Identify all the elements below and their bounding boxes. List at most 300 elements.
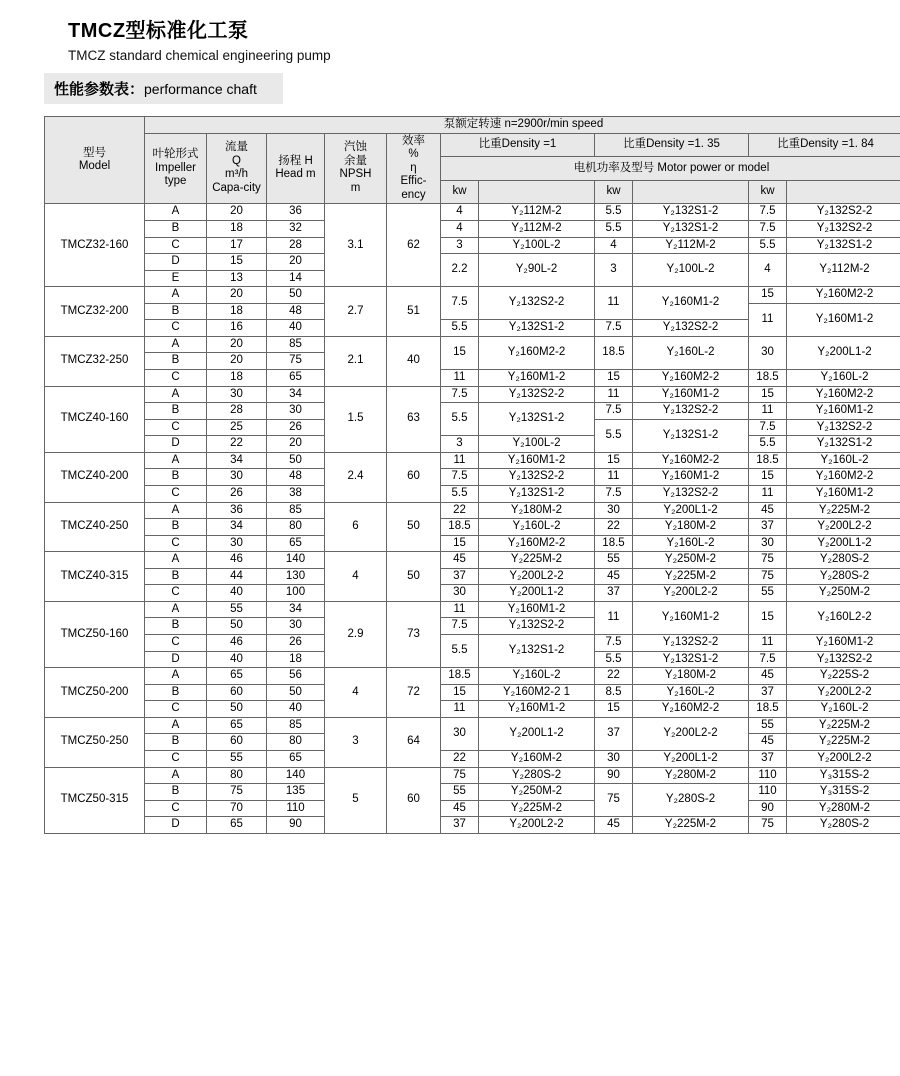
cell-npsh: 3.1 xyxy=(325,204,387,287)
cell-motor-model-d1: Y₂225M-2 xyxy=(479,800,595,817)
cell-motor-model-d184: Y₂160M1-2 xyxy=(787,403,900,420)
cell-flow: 16 xyxy=(207,320,267,337)
cell-motor-model-d184: Y₂200L1-2 xyxy=(787,535,900,552)
cell-impeller-type: C xyxy=(145,800,207,817)
cell-motor-model-d135: Y₂200L1-2 xyxy=(633,502,749,519)
cell-head: 140 xyxy=(267,767,325,784)
cell-motor-model-d135: Y₂112M-2 xyxy=(633,237,749,254)
cell-motor-kw-d184: 5.5 xyxy=(749,436,787,453)
cell-motor-kw-d135: 3 xyxy=(595,254,633,287)
cell-motor-kw-d1: 7.5 xyxy=(441,469,479,486)
cell-motor-kw-d1: 11 xyxy=(441,701,479,718)
cell-impeller-type: A xyxy=(145,502,207,519)
cell-motor-model-d1: Y₂132S2-2 xyxy=(479,386,595,403)
cell-impeller-type: B xyxy=(145,403,207,420)
cell-flow: 20 xyxy=(207,336,267,353)
cell-flow: 30 xyxy=(207,469,267,486)
cell-motor-model-d1: Y₂250M-2 xyxy=(479,784,595,801)
header-eff-pct: % xyxy=(408,148,419,161)
cell-pump-model: TMCZ50-200 xyxy=(45,668,145,718)
cell-motor-kw-d135: 7.5 xyxy=(595,403,633,420)
cell-flow: 50 xyxy=(207,701,267,718)
cell-motor-kw-d1: 11 xyxy=(441,601,479,618)
cell-efficiency: 73 xyxy=(387,601,441,667)
cell-impeller-type: C xyxy=(145,701,207,718)
cell-motor-model-d1: Y₂112M-2 xyxy=(479,220,595,237)
cell-flow: 55 xyxy=(207,601,267,618)
cell-motor-kw-d135: 4 xyxy=(595,237,633,254)
cell-impeller-type: B xyxy=(145,618,207,635)
table-row xyxy=(45,436,900,453)
header-model-1 xyxy=(479,180,595,204)
cell-motor-kw-d184: 110 xyxy=(749,767,787,784)
cell-motor-model-d184: Y₂280S-2 xyxy=(787,568,900,585)
cell-head: 34 xyxy=(267,386,325,403)
table-row xyxy=(45,254,900,271)
table-row xyxy=(45,552,900,569)
table-row xyxy=(45,403,900,420)
cell-motor-kw-d1: 5.5 xyxy=(441,320,479,337)
cell-head: 65 xyxy=(267,535,325,552)
cell-motor-kw-d184: 75 xyxy=(749,817,787,834)
header-row-speed xyxy=(45,117,900,134)
cell-motor-model-d1: Y₂132S2-2 xyxy=(479,287,595,320)
cell-motor-kw-d135: 7.5 xyxy=(595,635,633,652)
cell-head: 26 xyxy=(267,635,325,652)
table-row xyxy=(45,784,900,801)
cell-head: 135 xyxy=(267,784,325,801)
cell-head: 40 xyxy=(267,701,325,718)
cell-motor-model-d184: Y₂160M1-2 xyxy=(787,303,900,336)
cell-motor-model-d135: Y₂225M-2 xyxy=(633,568,749,585)
cell-motor-model-d135: Y₂132S2-2 xyxy=(633,485,749,502)
cell-motor-kw-d135: 30 xyxy=(595,502,633,519)
cell-flow: 22 xyxy=(207,436,267,453)
cell-impeller-type: B xyxy=(145,568,207,585)
header-model-2 xyxy=(633,180,749,204)
cell-head: 34 xyxy=(267,601,325,618)
header-efficiency xyxy=(387,133,441,204)
cell-motor-kw-d184: 30 xyxy=(749,336,787,369)
cell-motor-kw-d1: 15 xyxy=(441,535,479,552)
cell-motor-kw-d135: 11 xyxy=(595,601,633,634)
cell-flow: 15 xyxy=(207,254,267,271)
cell-motor-model-d135: Y₂132S1-2 xyxy=(633,220,749,237)
cell-motor-kw-d135: 5.5 xyxy=(595,204,633,221)
cell-head: 30 xyxy=(267,618,325,635)
table-row xyxy=(45,502,900,519)
cell-efficiency: 60 xyxy=(387,767,441,833)
cell-motor-model-d184: Y₃315S-2 xyxy=(787,784,900,801)
cell-flow: 40 xyxy=(207,585,267,602)
cell-motor-model-d184: Y₂160L-2 xyxy=(787,701,900,718)
table-row xyxy=(45,684,900,701)
cell-motor-model-d184: Y₂132S2-2 xyxy=(787,204,900,221)
cell-impeller-type: B xyxy=(145,519,207,536)
cell-motor-model-d1: Y₂225M-2 xyxy=(479,552,595,569)
cell-impeller-type: C xyxy=(145,320,207,337)
cell-flow: 30 xyxy=(207,535,267,552)
table-row xyxy=(45,237,900,254)
header-impeller-en1: Impeller xyxy=(155,161,196,174)
cell-motor-kw-d1: 15 xyxy=(441,684,479,701)
cell-head: 65 xyxy=(267,750,325,767)
cell-flow: 50 xyxy=(207,618,267,635)
cell-flow: 75 xyxy=(207,784,267,801)
cell-motor-kw-d135: 15 xyxy=(595,701,633,718)
cell-motor-kw-d135: 55 xyxy=(595,552,633,569)
cell-motor-model-d135: Y₂132S1-2 xyxy=(633,419,749,452)
cell-motor-model-d135: Y₂280M-2 xyxy=(633,767,749,784)
cell-flow: 70 xyxy=(207,800,267,817)
cell-motor-model-d1: Y₂160M1-2 xyxy=(479,370,595,387)
cell-flow: 28 xyxy=(207,403,267,420)
cell-motor-kw-d184: 18.5 xyxy=(749,370,787,387)
cell-pump-model: TMCZ50-160 xyxy=(45,601,145,667)
cell-impeller-type: C xyxy=(145,535,207,552)
cell-impeller-type: C xyxy=(145,419,207,436)
cell-motor-model-d1: Y₂132S1-2 xyxy=(479,485,595,502)
cell-head: 80 xyxy=(267,734,325,751)
cell-motor-kw-d135: 5.5 xyxy=(595,651,633,668)
cell-motor-kw-d184: 11 xyxy=(749,635,787,652)
cell-flow: 17 xyxy=(207,237,267,254)
table-row xyxy=(45,585,900,602)
cell-motor-kw-d135: 11 xyxy=(595,287,633,320)
cell-motor-kw-d184: 18.5 xyxy=(749,701,787,718)
cell-pump-model: TMCZ32-250 xyxy=(45,336,145,386)
cell-impeller-type: D xyxy=(145,254,207,271)
header-impeller-en2: type xyxy=(164,175,187,188)
cell-motor-model-d184: Y₂160M1-2 xyxy=(787,485,900,502)
table-row xyxy=(45,701,900,718)
cell-impeller-type: C xyxy=(145,635,207,652)
page-title-en: TMCZ standard chemical engineering pump xyxy=(68,48,331,63)
cell-impeller-type: D xyxy=(145,817,207,834)
header-density-135: 比重Density =1. 35 xyxy=(595,133,749,157)
table-body xyxy=(45,204,900,833)
header-flow-cn: 流量 xyxy=(225,141,248,154)
cell-motor-kw-d184: 110 xyxy=(749,784,787,801)
header-speed: 泵额定转速 n=2900r/min speed xyxy=(145,117,900,134)
cell-flow: 60 xyxy=(207,684,267,701)
cell-pump-model: TMCZ50-250 xyxy=(45,717,145,767)
table-row xyxy=(45,635,900,652)
cell-impeller-type: D xyxy=(145,436,207,453)
cell-impeller-type: E xyxy=(145,270,207,287)
table-row xyxy=(45,519,900,536)
cell-head: 36 xyxy=(267,204,325,221)
cell-npsh: 4 xyxy=(325,668,387,718)
cell-impeller-type: C xyxy=(145,750,207,767)
header-impeller xyxy=(145,133,207,204)
cell-efficiency: 60 xyxy=(387,452,441,502)
cell-motor-model-d1: Y₂160L-2 xyxy=(479,668,595,685)
cell-motor-model-d184: Y₂132S2-2 xyxy=(787,419,900,436)
cell-motor-model-d135: Y₂160M1-2 xyxy=(633,601,749,634)
cell-impeller-type: A xyxy=(145,452,207,469)
cell-motor-kw-d1: 11 xyxy=(441,452,479,469)
cell-motor-model-d135: Y₂160M2-2 xyxy=(633,452,749,469)
cell-motor-kw-d135: 45 xyxy=(595,568,633,585)
cell-motor-model-d184: Y₂280S-2 xyxy=(787,552,900,569)
cell-motor-kw-d184: 7.5 xyxy=(749,651,787,668)
cell-motor-model-d184: Y₂160M2-2 xyxy=(787,287,900,304)
cell-motor-model-d184: Y₂225M-2 xyxy=(787,717,900,734)
cell-flow: 65 xyxy=(207,717,267,734)
table-row xyxy=(45,370,900,387)
cell-efficiency: 50 xyxy=(387,502,441,552)
cell-motor-model-d135: Y₂132S2-2 xyxy=(633,403,749,420)
cell-motor-kw-d1: 3 xyxy=(441,237,479,254)
cell-head: 32 xyxy=(267,220,325,237)
cell-motor-model-d1: Y₂200L1-2 xyxy=(479,585,595,602)
cell-motor-kw-d1: 30 xyxy=(441,585,479,602)
cell-impeller-type: A xyxy=(145,552,207,569)
cell-motor-kw-d1: 3 xyxy=(441,436,479,453)
table-row xyxy=(45,485,900,502)
cell-impeller-type: C xyxy=(145,585,207,602)
cell-head: 38 xyxy=(267,485,325,502)
cell-impeller-type: A xyxy=(145,336,207,353)
cell-motor-kw-d135: 90 xyxy=(595,767,633,784)
cell-head: 50 xyxy=(267,452,325,469)
cell-motor-model-d1: Y₂132S2-2 xyxy=(479,618,595,635)
cell-head: 130 xyxy=(267,568,325,585)
cell-motor-model-d135: Y₂225M-2 xyxy=(633,817,749,834)
cell-motor-model-d135: Y₂132S2-2 xyxy=(633,320,749,337)
cell-flow: 44 xyxy=(207,568,267,585)
header-row-params xyxy=(45,133,900,157)
cell-motor-model-d135: Y₂250M-2 xyxy=(633,552,749,569)
cell-motor-kw-d1: 15 xyxy=(441,336,479,369)
cell-head: 28 xyxy=(267,237,325,254)
cell-flow: 20 xyxy=(207,287,267,304)
cell-impeller-type: C xyxy=(145,370,207,387)
cell-motor-model-d1: Y₂132S1-2 xyxy=(479,403,595,436)
cell-motor-kw-d184: 15 xyxy=(749,287,787,304)
cell-motor-kw-d1: 11 xyxy=(441,370,479,387)
cell-head: 75 xyxy=(267,353,325,370)
header-npsh xyxy=(325,133,387,204)
header-motor-power: 电机功率及型号 Motor power or model xyxy=(441,157,900,181)
cell-motor-kw-d135: 5.5 xyxy=(595,220,633,237)
cell-motor-kw-d1: 7.5 xyxy=(441,287,479,320)
header-density-1: 比重Density =1 xyxy=(441,133,595,157)
cell-motor-model-d135: Y₂180M-2 xyxy=(633,519,749,536)
cell-motor-model-d135: Y₂160L-2 xyxy=(633,535,749,552)
cell-motor-model-d1: Y₂100L-2 xyxy=(479,237,595,254)
cell-motor-kw-d184: 45 xyxy=(749,668,787,685)
header-flow-en: Capa-city xyxy=(212,182,261,195)
cell-motor-model-d1: Y₂160M1-2 xyxy=(479,701,595,718)
cell-head: 65 xyxy=(267,370,325,387)
cell-motor-kw-d184: 75 xyxy=(749,568,787,585)
cell-motor-kw-d135: 22 xyxy=(595,668,633,685)
header-kw-2: kw xyxy=(595,180,633,204)
header-flow-unit: m³/h xyxy=(225,168,248,181)
cell-motor-model-d184: Y₂200L1-2 xyxy=(787,336,900,369)
cell-motor-model-d184: Y₂200L2-2 xyxy=(787,750,900,767)
cell-flow: 65 xyxy=(207,668,267,685)
cell-npsh: 2.7 xyxy=(325,287,387,337)
cell-impeller-type: C xyxy=(145,485,207,502)
cell-motor-kw-d184: 75 xyxy=(749,552,787,569)
cell-motor-kw-d135: 22 xyxy=(595,519,633,536)
cell-impeller-type: B xyxy=(145,303,207,320)
cell-motor-kw-d135: 18.5 xyxy=(595,535,633,552)
cell-impeller-type: B xyxy=(145,220,207,237)
cell-pump-model: TMCZ32-200 xyxy=(45,287,145,337)
cell-npsh: 6 xyxy=(325,502,387,552)
cell-efficiency: 51 xyxy=(387,287,441,337)
cell-motor-model-d135: Y₂160M1-2 xyxy=(633,287,749,320)
header-kw-1: kw xyxy=(441,180,479,204)
cell-motor-model-d184: Y₂160M2-2 xyxy=(787,469,900,486)
cell-head: 85 xyxy=(267,502,325,519)
table-row xyxy=(45,386,900,403)
cell-motor-model-d184: Y₂132S2-2 xyxy=(787,651,900,668)
cell-motor-model-d1: Y₂132S1-2 xyxy=(479,635,595,668)
cell-npsh: 1.5 xyxy=(325,386,387,452)
table-row xyxy=(45,452,900,469)
cell-head: 100 xyxy=(267,585,325,602)
cell-motor-kw-d1: 18.5 xyxy=(441,668,479,685)
header-head-en: Head m xyxy=(275,168,316,181)
table-row xyxy=(45,568,900,585)
cell-motor-model-d1: Y₂160M-2 xyxy=(479,750,595,767)
cell-motor-model-d135: Y₂100L-2 xyxy=(633,254,749,287)
cell-motor-model-d135: Y₂200L2-2 xyxy=(633,717,749,750)
cell-motor-kw-d184: 45 xyxy=(749,734,787,751)
cell-head: 90 xyxy=(267,817,325,834)
table-row xyxy=(45,204,900,221)
cell-motor-kw-d1: 37 xyxy=(441,817,479,834)
cell-motor-model-d135: Y₂132S1-2 xyxy=(633,204,749,221)
cell-flow: 60 xyxy=(207,734,267,751)
cell-motor-model-d1: Y₂160M2-2 xyxy=(479,336,595,369)
cell-head: 48 xyxy=(267,303,325,320)
cell-motor-model-d1: Y₂180M-2 xyxy=(479,502,595,519)
cell-motor-model-d184: Y₂160L-2 xyxy=(787,452,900,469)
cell-flow: 55 xyxy=(207,750,267,767)
header-eff-cn: 效率 xyxy=(402,134,425,147)
cell-flow: 20 xyxy=(207,353,267,370)
cell-impeller-type: A xyxy=(145,668,207,685)
cell-pump-model: TMCZ50-315 xyxy=(45,767,145,833)
header-head-cn: 扬程 H xyxy=(278,154,313,167)
cell-flow: 20 xyxy=(207,204,267,221)
cell-motor-model-d135: Y₂280S-2 xyxy=(633,784,749,817)
header-model-cn: 型号 xyxy=(83,146,106,159)
header-model-3 xyxy=(787,180,900,204)
cell-impeller-type: D xyxy=(145,651,207,668)
cell-motor-kw-d184: 55 xyxy=(749,717,787,734)
cell-motor-model-d135: Y₂160M2-2 xyxy=(633,370,749,387)
cell-head: 50 xyxy=(267,684,325,701)
cell-motor-kw-d135: 15 xyxy=(595,452,633,469)
cell-head: 20 xyxy=(267,436,325,453)
cell-npsh: 2.1 xyxy=(325,336,387,386)
cell-motor-kw-d184: 30 xyxy=(749,535,787,552)
cell-efficiency: 50 xyxy=(387,552,441,602)
page-title-cn: TMCZ型标准化工泵 xyxy=(68,20,249,42)
cell-motor-model-d184: Y₂225M-2 xyxy=(787,502,900,519)
subtitle-en: performance chaft xyxy=(144,81,257,97)
cell-efficiency: 40 xyxy=(387,336,441,386)
cell-head: 80 xyxy=(267,519,325,536)
cell-impeller-type: A xyxy=(145,287,207,304)
cell-motor-kw-d1: 22 xyxy=(441,750,479,767)
cell-head: 18 xyxy=(267,651,325,668)
cell-motor-model-d1: Y₂200L2-2 xyxy=(479,568,595,585)
cell-head: 20 xyxy=(267,254,325,271)
cell-motor-kw-d135: 75 xyxy=(595,784,633,817)
cell-impeller-type: B xyxy=(145,353,207,370)
cell-motor-model-d1: Y₂160M2-2 1 xyxy=(479,684,595,701)
cell-motor-kw-d135: 7.5 xyxy=(595,485,633,502)
cell-motor-kw-d184: 7.5 xyxy=(749,419,787,436)
cell-motor-model-d1: Y₂90L-2 xyxy=(479,254,595,287)
cell-flow: 36 xyxy=(207,502,267,519)
cell-flow: 30 xyxy=(207,386,267,403)
cell-impeller-type: A xyxy=(145,767,207,784)
cell-motor-kw-d1: 5.5 xyxy=(441,485,479,502)
cell-motor-model-d135: Y₂200L2-2 xyxy=(633,585,749,602)
cell-flow: 18 xyxy=(207,303,267,320)
cell-head: 50 xyxy=(267,287,325,304)
cell-npsh: 2.4 xyxy=(325,452,387,502)
cell-motor-kw-d184: 15 xyxy=(749,469,787,486)
cell-motor-kw-d184: 7.5 xyxy=(749,204,787,221)
header-npsh-cn1: 汽蚀 xyxy=(344,141,367,154)
cell-motor-kw-d1: 45 xyxy=(441,552,479,569)
table-header xyxy=(45,117,900,204)
header-model xyxy=(45,117,145,204)
cell-impeller-type: B xyxy=(145,734,207,751)
table-row xyxy=(45,336,900,353)
cell-impeller-type: B xyxy=(145,784,207,801)
cell-efficiency: 62 xyxy=(387,204,441,287)
table-row xyxy=(45,220,900,237)
cell-head: 14 xyxy=(267,270,325,287)
cell-motor-kw-d135: 5.5 xyxy=(595,419,633,452)
cell-flow: 18 xyxy=(207,370,267,387)
cell-motor-kw-d184: 18.5 xyxy=(749,452,787,469)
cell-motor-model-d184: Y₂160M1-2 xyxy=(787,635,900,652)
cell-motor-kw-d1: 4 xyxy=(441,220,479,237)
cell-motor-kw-d135: 45 xyxy=(595,817,633,834)
cell-motor-kw-d184: 11 xyxy=(749,303,787,336)
cell-head: 56 xyxy=(267,668,325,685)
cell-motor-model-d184: Y₂160L-2 xyxy=(787,370,900,387)
cell-motor-kw-d1: 4 xyxy=(441,204,479,221)
cell-motor-model-d184: Y₂280M-2 xyxy=(787,800,900,817)
cell-head: 48 xyxy=(267,469,325,486)
cell-motor-model-d135: Y₂180M-2 xyxy=(633,668,749,685)
cell-motor-model-d184: Y₂200L2-2 xyxy=(787,519,900,536)
cell-motor-kw-d1: 5.5 xyxy=(441,403,479,436)
cell-motor-kw-d1: 45 xyxy=(441,800,479,817)
cell-motor-kw-d184: 55 xyxy=(749,585,787,602)
cell-motor-kw-d1: 22 xyxy=(441,502,479,519)
cell-motor-model-d1: Y₂112M-2 xyxy=(479,204,595,221)
table-row xyxy=(45,767,900,784)
cell-motor-model-d184: Y₂250M-2 xyxy=(787,585,900,602)
cell-flow: 34 xyxy=(207,452,267,469)
header-eff-en: Effic-ency xyxy=(400,175,427,201)
table-row xyxy=(45,750,900,767)
